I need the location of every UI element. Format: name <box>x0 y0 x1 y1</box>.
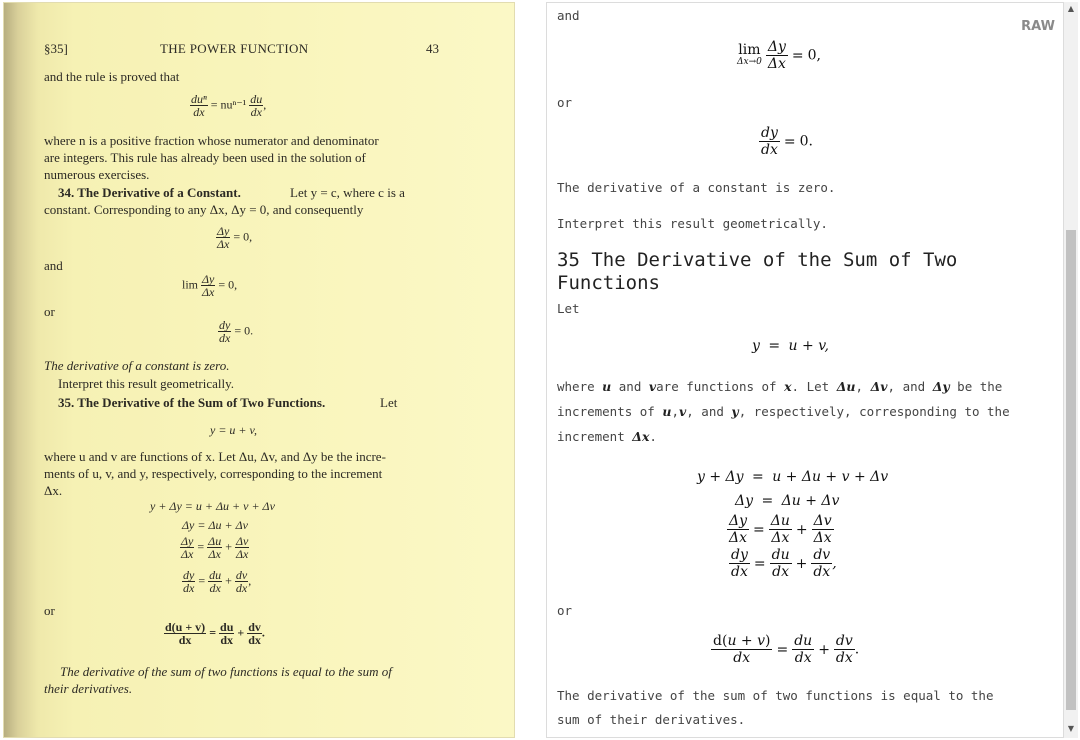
text-line: Let <box>557 301 580 316</box>
scan-line: The derivative of the sum of two functions is equal to the sum of <box>60 664 392 679</box>
scan-section-35-title: 35. The Derivative of the Sum of Two Functions. <box>58 395 326 410</box>
math-dydx-zero: $\frac{dy}{dx}$ = 0. <box>761 125 813 158</box>
scan-line: their derivatives. <box>44 681 133 696</box>
section-ref: §35] <box>44 41 68 56</box>
scan-line: Interpret this result geometrically. <box>58 376 235 391</box>
scan-section-34-title: 34. The Derivative of a Constant. <box>58 185 241 200</box>
scan-eq-power-rule: duⁿ dx = nuⁿ⁻¹ $\frac{du}{dx}$ , <box>191 92 267 119</box>
scan-eq-ratio: $\frac{\Delta y}{\Delta x}$ = 0, <box>217 224 253 251</box>
scrollbar-thumb[interactable] <box>1066 230 1076 710</box>
scan-line: ments of u, v, and y, respectively, corresponding to the increment <box>44 466 383 481</box>
scan-line: Let <box>380 395 398 410</box>
scan-line: Δx. <box>44 483 63 498</box>
scan-eq-sum-1: y + Δy = u + Δu + v + Δv <box>150 499 275 513</box>
scan-eq-dydx: $\frac{dy}{dx}$ = 0. <box>219 318 254 345</box>
text-line: sum of their derivatives. <box>557 712 746 727</box>
scan-line: or <box>44 304 55 319</box>
math-sum-2: Δy = Δu + Δv <box>735 493 840 509</box>
math-limit: lim Δx→0 $\frac{\Delta y}{\Delta x}$ = 0, <box>737 39 821 72</box>
scan-line: and the rule is proved that <box>44 69 180 84</box>
math-sum-4: $\frac{dy}{dx}$ = $\frac{du}{dx}$ + $\frac{dv}{dx}$ , <box>731 547 837 580</box>
scan-line: or <box>44 603 55 618</box>
math-y-eq: y = u + v, <box>752 338 829 354</box>
text-line: or <box>557 95 573 110</box>
scan-eq-sum-4: $\frac{dy}{dx}$ = $\frac{du}{dx}$ + $\frac{dv}{dx}$ , <box>183 568 252 595</box>
math-sum-1: y + Δy = u + Δu + v + Δv <box>697 469 889 485</box>
math-sum-3: $\frac{\Delta y}{\Delta x}$ = $\frac{\Delta u}{\Delta x}$ + $\frac{\Delta v}{\Delta x}$ <box>729 513 832 546</box>
section-heading: 35 The Derivative of the Sum of Two Functions <box>557 249 958 294</box>
scan-eq-limit: lim $\frac{\Delta y}{\Delta x}$ = 0, <box>182 272 238 299</box>
scan-eq-sum-final: $\frac{d(u + v)}{dx}$ = $\frac{du}{dx}$ + $\frac{dv}{dx}$ . <box>165 620 265 647</box>
scan-line: are integers. This rule has already been used in the solution of <box>44 150 366 165</box>
scan-line: numerous exercises. <box>44 167 150 182</box>
text-line: where u and vare functions of x. Let Δu, Δv, and Δy be the <box>557 379 1003 394</box>
scroll-down-arrow-icon[interactable]: ▼ <box>1067 724 1075 733</box>
scan-eq-sum-2: Δy = Δu + Δv <box>182 518 248 532</box>
scan-eq-y: y = u + v, <box>210 423 257 437</box>
text-line: and <box>557 8 580 23</box>
running-head: THE POWER FUNCTION <box>160 41 309 56</box>
scan-line: and <box>44 258 63 273</box>
math-sum-final: $\frac{d(u + v)}{dx}$ = $\frac{du}{dx}$ + $\frac{dv}{dx}$ . <box>713 633 860 666</box>
scrollbar[interactable] <box>1064 2 1078 738</box>
text-line: Interpret this result geometrically. <box>557 216 828 231</box>
scanned-page <box>3 2 515 738</box>
scan-line: The derivative of a constant is zero. <box>44 358 230 373</box>
text-line: increment Δx. <box>557 429 657 444</box>
rendered-panel[interactable] <box>546 2 1064 738</box>
scan-eq-sum-3: $\frac{\Delta y}{\Delta x}$ = $\frac{\Delta u}{\Delta x}$ + $\frac{\Delta v}{\Delta x}$ <box>181 534 249 561</box>
text-line: increments of u,v, and y, respectively, corresponding to the <box>557 404 1010 419</box>
raw-toggle[interactable]: RAW <box>1021 19 1055 34</box>
text-line: or <box>557 603 573 618</box>
scroll-up-arrow-icon[interactable]: ▲ <box>1067 4 1075 13</box>
scan-line: constant. Corresponding to any Δx, Δy = 0, and consequently <box>44 202 364 217</box>
page-number: 43 <box>426 41 439 56</box>
text-line: The derivative of a constant is zero. <box>557 180 836 195</box>
text-line: The derivative of the sum of two functions is equal to the <box>557 688 994 703</box>
scan-line: Let y = c, where c is a <box>290 185 405 200</box>
scan-line: where n is a positive fraction whose numerator and denominator <box>44 133 379 148</box>
scan-line: where u and v are functions of x. Let Δu, Δv, and Δy be the incre- <box>44 449 386 464</box>
